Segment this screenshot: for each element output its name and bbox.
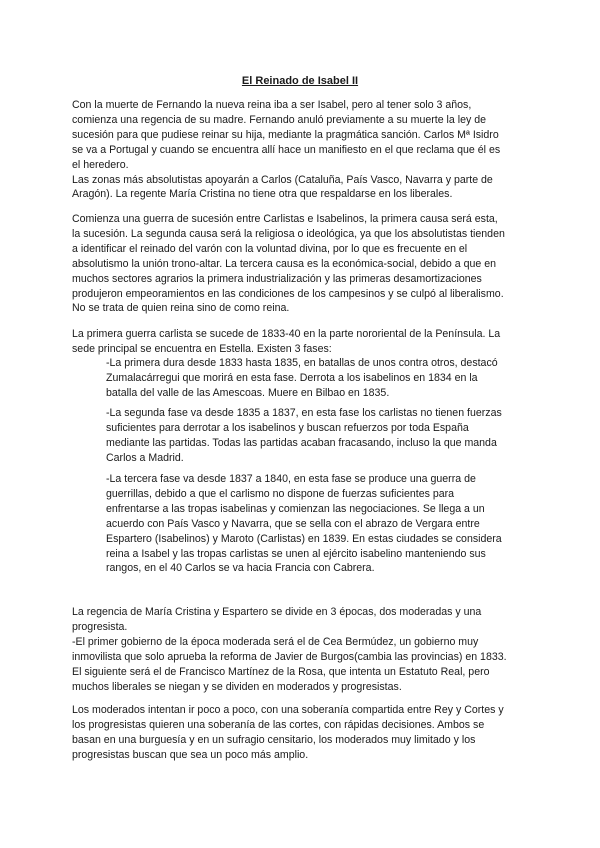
text-line: -El primer gobierno de la época moderada será el de Cea Bermúdez, un gobierno muy [72,635,479,648]
text-line: Zumalacárregui que morirá en esta fase. Derrota a los isabelinos en 1834 en la [106,371,478,384]
text-line: muchos liberales se niegan y se dividen en moderados y progresistas. [72,680,402,693]
text-line: progresista. [72,620,128,633]
text-line: Los moderados intentan ir poco a poco, con una soberanía compartida entre Rey y Cortes y [72,704,504,716]
page-title: El Reinado de Isabel II [241,75,359,87]
text-line: guerrillas, debido a que el carlismo no dispone de fuerzas suficientes para [106,487,455,500]
text-line: inmovilista que solo aprueba la reforma de Javier de Burgos(cambia las provincias) en 1833. [72,650,507,663]
text-line: Espartero (Isabelinos) y Maroto (Carlistas) en 1839. En estas ciudades se considera [106,532,502,545]
text-line: Aragón). La regente María Cristina no tiene otra que respaldarse en los liberales. [72,188,453,201]
text-line: El siguiente será el de Francisco Martínez de la Rosa, que intenta un Estatuto Real, pero [72,665,490,678]
text-line: basan en una burguesía y en un sufragio censitario, los moderados muy limitado y los [72,733,476,746]
text-line: rangos, en el 40 Carlos se va hacia Francia con Cabrera. [106,562,375,575]
text-line: sede principal se encuentra en Estella. Existen 3 fases: [72,342,332,355]
text-line: a identificar el reinado del varón con la voluntad divina, por lo que es frecuente en el [72,242,468,255]
text-line: mediante las partidas. Todas las partidas acaban fracasando, incluso la que manda [106,436,497,449]
text-line: el heredero. [72,158,129,171]
text-line: muchos sectores agrarios la primera industrialización y las primeras desamortizaciones [72,272,482,285]
text-line: Comienza una guerra de sucesión entre Carlistas e Isabelinos, la primera causa será esta, [72,213,498,225]
text-line: suficientes para derrotar a los isabelinos y buscan refuerzos por toda España [106,421,469,434]
paragraph-regencia [72,605,532,694]
text-line: la sucesión. La segunda causa será la religiosa o ideológica, ya que los absolutistas tienden [72,227,505,240]
text-line: enfrentarse a las tropas isabelinas y comienzan las negociaciones. Se llega a un [106,502,485,515]
paragraph-guerra-sucesion [72,212,532,316]
text-line: -La tercera fase va desde 1837 a 1840, en esta fase se produce una guerra de [106,473,476,485]
phase-one [106,356,530,401]
text-line: progresistas buscan que sea un poco más amplio. [72,748,309,761]
text-line: -La segunda fase va desde 1835 a 1837, en esta fase los carlistas no tienen fuerzas [106,407,502,419]
text-line: No se trata de quien reina sino de como reina. [72,302,290,315]
paragraph-moderados-progresistas [72,703,532,763]
text-line: sucesión para que pudiese reinar su hija, mediante la pragmática sanción. Carlos Mª Isidro [72,128,499,141]
text-line: los progresistas quieren una soberanía de las cortes, con rápidas decisiones. Ambos se [72,718,485,731]
text-line: se va a Portugal y cuando se encuentra allí hace un manifiesto en el que reclama que él es [72,143,501,156]
text-line: reina a Isabel y las tropas carlistas se unen al ejército isabelino manteniendo sus [106,547,486,560]
text-line: Carlos a Madrid. [106,451,184,464]
text-line: -La primera dura desde 1833 hasta 1835, en batallas de unos contra otros, destacó [106,357,498,369]
text-line: Las zonas más absolutistas apoyarán a Carlos (Cataluña, País Vasco, Navarra y parte de [72,173,493,186]
phase-two [106,406,530,466]
text-line: absolutismo la unión trono-altar. La tercera causa es la económica-social, debido a que en [72,257,497,270]
text-line: produjeron empeoramientos en las condiciones de los campesinos y se culpó al liberalismo. [72,287,504,300]
text-line: Con la muerte de Fernando la nueva reina iba a ser Isabel, pero al tener solo 3 años, [72,99,472,111]
paragraph-muerte-fernando [72,98,532,202]
text-line: La regencia de María Cristina y Espartero se divide en 3 épocas, dos moderadas y una [72,606,482,618]
phase-three [106,472,530,576]
text-line: acuerdo con País Vasco y Navarra, que se sella con el abrazo de Vergara entre [106,517,480,530]
text-line: batalla del valle de las Amescoas. Muere en Bilbao en 1835. [106,386,390,399]
paragraph-primera-guerra-carlista [72,327,532,357]
text-line: La primera guerra carlista se sucede de 1833-40 en la parte nororiental de la Península. La [72,328,501,340]
text-line: comienza una regencia de su madre. Fernando anuló previamente a su muerte la ley de [72,113,486,126]
